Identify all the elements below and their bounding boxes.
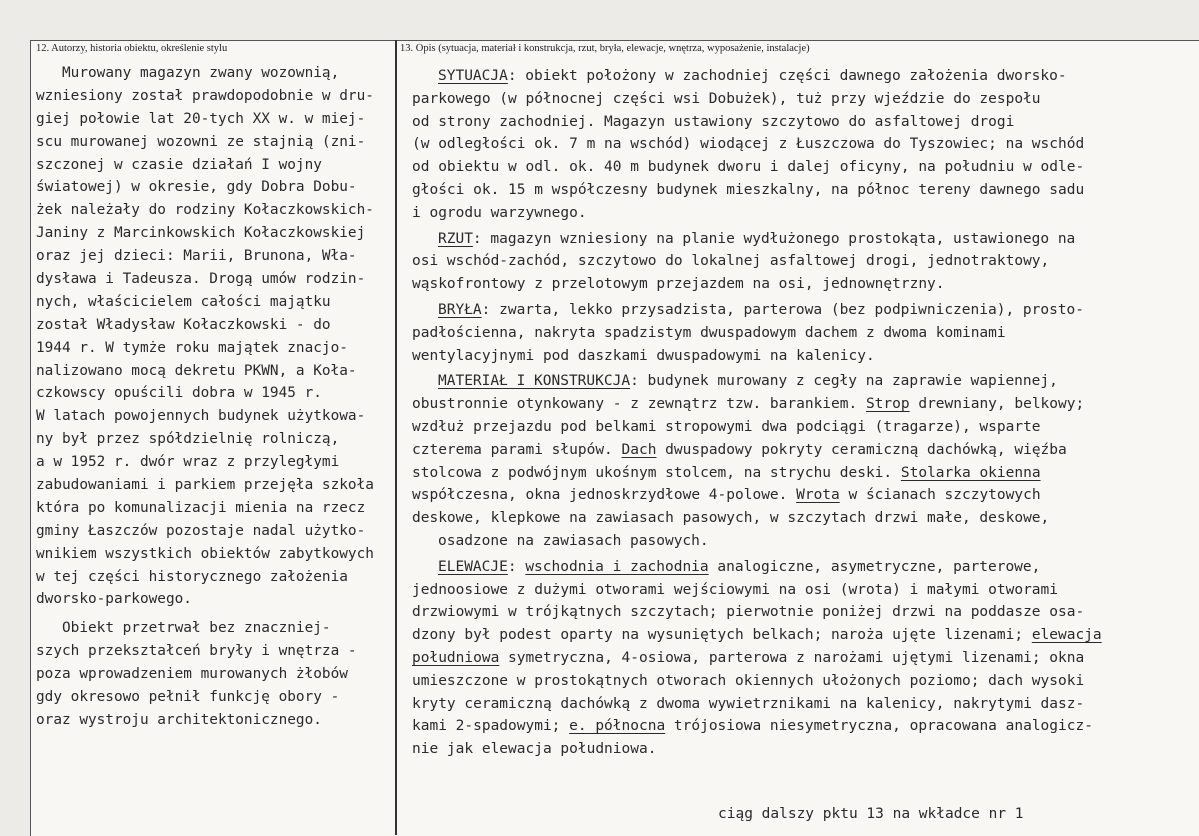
material-line-1: MATERIAŁ I KONSTRUKCJA: budynek murowany z cegły na zaprawie wapiennej, — [438, 373, 1058, 390]
material-label: MATERIAŁ I KONSTRUKCJA — [438, 373, 631, 390]
text-line: W latach powojennych budynek użytkowa- — [36, 408, 366, 425]
description-column — [412, 65, 1187, 761]
elewacje-label: ELEWACJE — [438, 558, 508, 575]
text-line: światowej) w okresie, gdy Dobra Dobu- — [36, 179, 357, 196]
polnocna-term: e. północna — [569, 718, 666, 735]
dach-term: Dach — [621, 441, 657, 458]
rzut-line-1: RZUT: magazyn wzniesiony na planie wydłużonego prostokąta, ustawionego na — [438, 230, 1076, 247]
text-line: od strony zachodniej. Magazyn ustawiony szczytowo do asfaltowej drogi — [412, 113, 1015, 130]
elewacje-line-8: kami 2-spadowymi; e. północna trójosiowa niesymetryczna, opracowana analogicz- — [412, 718, 1093, 735]
bryla-label: BRYŁA — [438, 301, 482, 318]
rzut-text — [412, 250, 1187, 296]
text-line: szych przekształceń bryły i wnętrza - — [36, 643, 357, 660]
text-line: (w odległości ok. 7 m na wschód) wiodącej z Łuszczowa do Tyszowiec; na wschód — [412, 136, 1085, 153]
elewacje-line-7: kryty ceramiczną dachówką z dwoma wywietrznikami na kalenicy, nakrytymi dasz- — [412, 695, 1085, 712]
section-13-header: 13. Opis (sytuacja, materiał i konstrukcja, rzut, bryła, elewacje, wnętrza, wyposażenie, instalacje) — [400, 43, 810, 54]
text-line: w tej części historycznego założenia — [36, 568, 348, 585]
history-paragraph-2 — [36, 617, 394, 731]
wrota-term: Wrota — [796, 487, 840, 504]
text-line: wzniesiony został prawdopodobnie w dru- — [36, 87, 374, 104]
elewacje-line-2: jednoosiowe z dużymi otworami wejściowymi na osi (wrota) i małymi otworami — [412, 581, 1059, 598]
bryla-text — [412, 322, 1187, 368]
material-line-2: obustronnie otynkowany - z zewnątrz tzw. barankiem. Strop drewniany, belkowy; — [412, 396, 1085, 413]
text-line: gminy Łaszczów pozostaje nadal użytko- — [36, 522, 366, 539]
elewacje-line-1: ELEWACJE: wschodnia i zachodnia analogiczne, asymetryczne, parterowe, — [438, 558, 1041, 575]
text-line: dysława i Tadeusza. Drogą umów rodzin- — [36, 271, 366, 288]
elewacje-line-3: drzwiowymi w trójkątnych szczytach; pierwotnie poniżej drzwi na poddasze osa- — [412, 604, 1085, 621]
text-line: wnikiem wszystkich obiektów zabytkowych — [36, 545, 374, 562]
text-line: osi wschód-zachód, szczytowo do lokalnej asfaltowej drogi, jednotraktowy, — [412, 253, 1050, 270]
elewacje-line-4: dzony był podest oparty na wysuniętych belkach; naroża ujęte lizenami; elewacja — [412, 627, 1102, 644]
text-line: oraz wystroju architektonicznego. — [36, 711, 322, 728]
sytuacja-text — [412, 88, 1187, 225]
text-line: od obiektu w odl. ok. 40 m budynek dworu i dalej oficyny, na południu w odle- — [412, 159, 1085, 176]
text-line: dworsko-parkowego. — [36, 591, 192, 608]
text-line: scu murowanej wozowni ze stajnią (zni- — [36, 133, 366, 150]
text-line: Murowany magazyn zwany wozownią, — [62, 65, 340, 81]
material-line-5: stolcowa z podwójnym ukośnym stolcem, na strychu deski. Stolarka okienna — [412, 464, 1041, 481]
continuation-note: ciąg dalszy pktu 13 na wkładce nr 1 — [718, 806, 1024, 822]
material-line-7: deskowe, klepkowe na zawiasach pasowych, w szczytach drzwi małe, deskowe, — [412, 510, 1050, 527]
text-line: głości ok. 15 m współczesny budynek mieszkalny, na północ tereny dawnego sadu — [412, 181, 1085, 198]
poludniowa-term: południowa — [412, 649, 500, 666]
bryla-line-1: BRYŁA: zwarta, lekko przysadzista, parterowa (bez podpiwniczenia), prosto- — [438, 301, 1085, 318]
text-line: wąskofrontowy z przelotowym przejazdem na osi, jednownętrzny. — [412, 276, 945, 293]
text-line: szczonej w czasie działań I wojny — [36, 156, 322, 173]
text-line: gdy okresowo pełnił funkcję obory - — [36, 689, 340, 706]
history-column — [36, 62, 394, 732]
text-line: parkowego (w północnej części wsi Dobużek), tuż przy wjeździe do zespołu — [412, 90, 1041, 107]
sytuacja-label: SYTUACJA — [438, 68, 508, 84]
elewacje-line-5: południowa symetryczna, 4-osiowa, parterowa z narożami ujętymi lizenami; okna — [412, 649, 1085, 666]
strop-term: Strop — [865, 396, 910, 413]
text-line: giej połowie lat 20-tych XX w. w miej- — [36, 110, 366, 127]
text-line: żek należały do rodziny Kołaczkowskich- — [36, 202, 374, 219]
text-line: został Władysław Kołaczkowski - do — [36, 316, 331, 333]
text-line: czkowscy opuścili dobra w 1945 r. — [36, 385, 322, 402]
text-line: a w 1952 r. dwór wraz z przyległymi — [36, 454, 340, 471]
text-line: padłościenna, nakryta spadzistym dwuspadowym dachem z dwoma kominami — [412, 324, 1006, 341]
rzut-label: RZUT — [438, 230, 473, 247]
elewacje-line-9: nie jak elewacja południowa. — [412, 741, 657, 758]
material-line-6: współczesna, okna jednoskrzydłowe 4-polowe. Wrota w ścianach szczytowych — [412, 487, 1041, 504]
stolarka-term: Stolarka okienna — [900, 464, 1041, 481]
section-12-header: 12. Autorzy, historia obiektu, określenie stylu — [36, 43, 228, 54]
text-line: ny był przez spółdzielnię rolniczą, — [36, 431, 340, 448]
elewacje-line-6: umieszczone w prostokątnych otworach okiennych ułożonych poziomo; dach wysoki — [412, 672, 1085, 689]
wschodnia-term: wschodnia i zachodnia — [525, 558, 709, 575]
material-line-4: czterema parami słupów. Dach dwuspadowy pokryty ceramiczną dachówką, więźba — [412, 441, 1067, 458]
text-line: Obiekt przetrwał bez znaczniej- — [62, 620, 331, 637]
text-line: 1944 r. W tymże roku majątek znacjo- — [36, 339, 348, 356]
text-line: i ogrodu warzywnego. — [412, 204, 587, 221]
material-line-3: wzdłuż przejazdu pod belkami stropowymi dwa podciągi (tragarze), wsparte — [412, 418, 1041, 435]
history-paragraph-1 — [36, 62, 394, 611]
text-line: Janiny z Marcinkowskich Kołaczkowskiej — [36, 225, 366, 242]
text-line: wentylacyjnymi pod daszkami dwuspadowymi na kalenicy. — [412, 347, 875, 364]
text-line: zabudowaniami i parkiem przejęła szkoła — [36, 477, 374, 494]
column-divider — [395, 40, 397, 835]
text-line: nalizowano mocą dekretu PKWN, a Koła- — [36, 362, 357, 379]
text-line: oraz jej dzieci: Marii, Brunona, Wła- — [36, 248, 357, 265]
text-line: która po komunalizacji mienia na rzecz — [36, 499, 366, 516]
material-line-8: osadzone na zawiasach pasowych. — [438, 532, 709, 549]
text-line: nych, właścicielem całości majątku — [36, 293, 331, 310]
text-line: poza wprowadzeniem murowanych żłobów — [36, 666, 348, 683]
sytuacja-line-1: SYTUACJA: obiekt położony w zachodniej części dawnego założenia dworsko- — [438, 68, 1067, 84]
elewacja-term: elewacja — [1031, 627, 1102, 644]
